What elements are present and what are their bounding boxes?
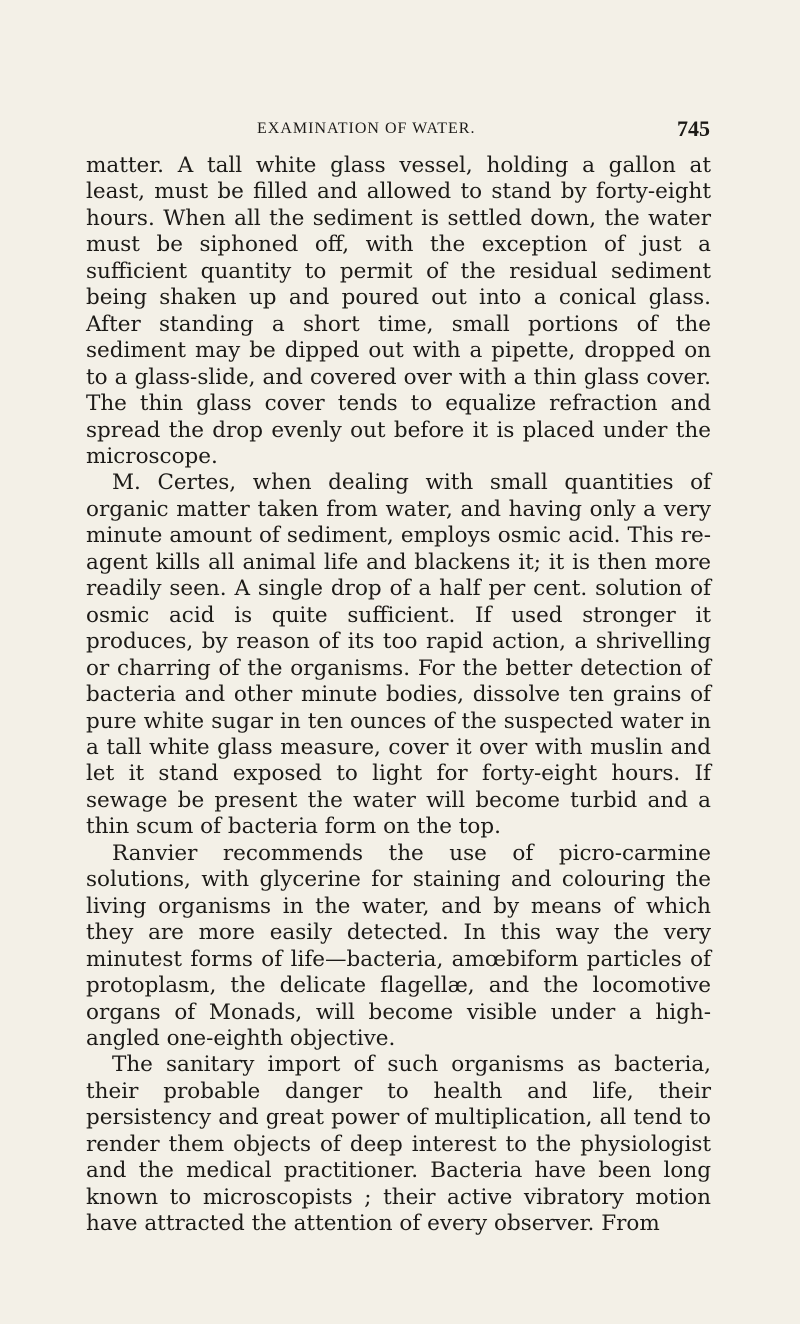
body-text: [86, 153, 711, 1238]
paragraph-2: M. Certes, when dealing with small quantities of organic matter taken from water, and having only a very minute amount of sediment, employs osmic acid. This re-agent kills all animal life and blackens it; it is then more readily seen. A single drop of a half per cent. solution of osmic acid is quite sufficient. If used stronger it produces, by reason of its too rapid action, a shrivelling or charring of the organisms. For the better detection of bacteria and other minute bodies, dissolve ten grains of pure white sugar in ten ounces of the suspected water in a tall white glass measure, cover it over with muslin and let it stand exposed to light for forty-eight hours. If sewage be present the water will become turbid and a thin scum of bacteria form on the top.: [86, 470, 711, 840]
paragraph-1: matter. A tall white glass vessel, holding a gallon at least, must be filled and allowed to stand by forty-eight hours. When all the sediment is settled down, the water must be siphoned off, with the exception of just a sufficient quantity to permit of the residual sediment being shaken up and poured out into a conical glass. After standing a short time, small portions of the sediment may be dipped out with a pipette, dropped on to a glass-slide, and covered over with a thin glass cover. The thin glass cover tends to equalize refraction and spread the drop evenly out before it is placed under the microscope.: [86, 153, 711, 469]
running-head: EXAMINATION OF WATER.: [257, 120, 476, 137]
page-number: 745: [677, 116, 710, 141]
paragraph-3: Ranvier recommends the use of picro-carmine solutions, with glycerine for staining and colouring the living organisms in the water, and by means of which they are more easily detected. In this way the very minutest forms of life—bacteria, amœbiform particles of protoplasm, the delicate flagellæ, and the locomotive organs of Monads, will become visible under a high-angled one-eighth objective.: [86, 840, 711, 1051]
paragraph-4: The sanitary import of such organisms as bacteria, their probable danger to health and life, their persistency and great power of multiplication, all tend to render them objects of deep interest to the physiologist and the medical practitioner. Bacteria have been long known to microscopists ; their active vibratory motion have attracted the attention of every observer. From: [86, 1052, 711, 1237]
page-header: [90, 116, 710, 146]
